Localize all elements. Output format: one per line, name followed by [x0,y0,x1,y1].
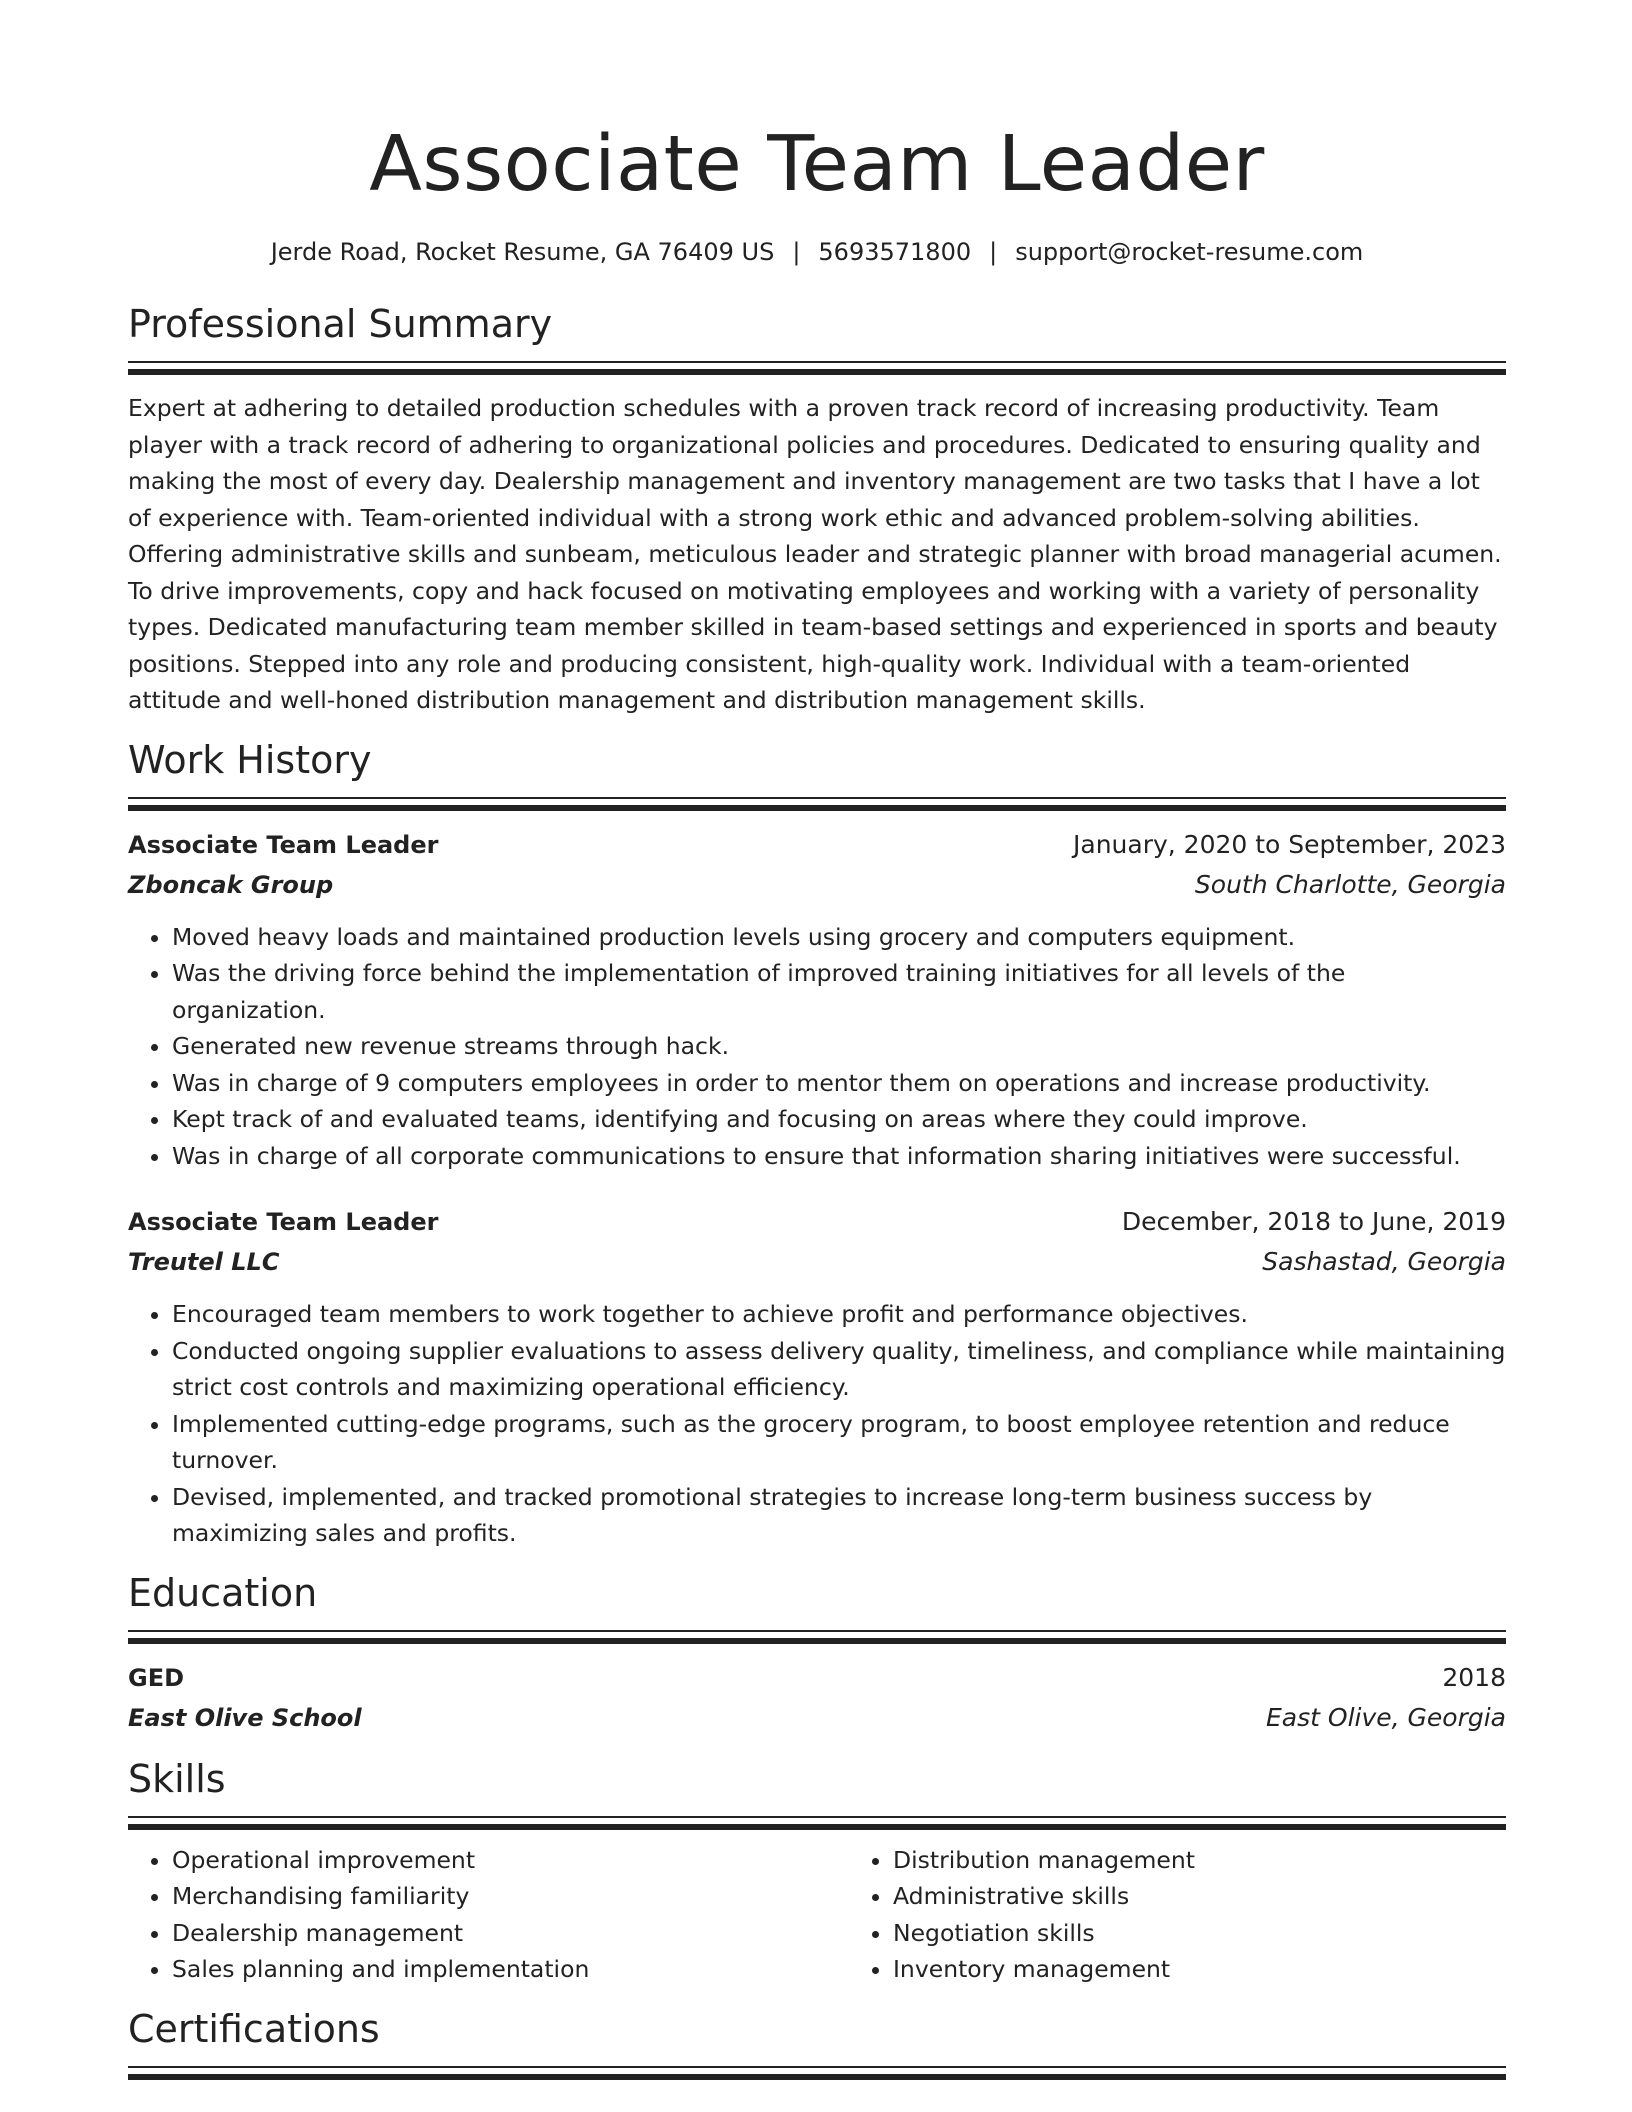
education-school: East Olive School [128,1703,362,1732]
job-company-row [128,1242,1506,1282]
skills-heading: Skills [128,1756,226,1801]
skill-item: • Operational improvement [172,1842,849,1879]
skill-item: • Sales planning and implementation [172,1951,849,1988]
education-year: 2018 [1442,1662,1506,1692]
contact-separator: | [989,238,998,266]
skill-item: • Administrative skills [893,1878,1195,1915]
job-company: Treutel LLC [128,1248,280,1276]
job-bullets [128,1296,1506,1552]
education-heading: Education [128,1570,318,1615]
job-bullet: • Moved heavy loads and maintained production levels using grocery and computers equipment. [172,919,1506,956]
contact-address: Jerde Road, Rocket Resume, GA 76409 US [270,238,775,266]
work-history-section [128,737,1506,1552]
skills-section [128,1756,1506,1988]
education-location: East Olive, Georgia [1266,1702,1506,1732]
skills-column-right [849,1842,1195,1988]
job-bullet: • Was the driving force behind the implementation of improved training initiatives for all levels of the organization. [172,955,1506,1028]
job-location: Sashastad, Georgia [1262,1247,1506,1276]
skill-item: • Negotiation skills [893,1915,1195,1952]
job-entry [128,825,1506,1175]
section-divider [128,1816,1506,1830]
job-bullet: • Encouraged team members to work together to achieve profit and performance objectives. [172,1296,1506,1333]
job-company-row [128,865,1506,905]
skill-item: • Inventory management [893,1951,1195,1988]
education-section [128,1570,1506,1738]
education-header-row [128,1658,1506,1698]
job-bullet: • Was in charge of all corporate communications to ensure that information sharing initiatives were successful. [172,1138,1506,1175]
summary-heading: Professional Summary [128,302,553,346]
skill-item: • Distribution management [893,1842,1195,1879]
skills-column-left [128,1842,849,1988]
certifications-section [128,2006,1506,2080]
skills-grid [128,1842,1506,1988]
job-bullets [128,919,1506,1175]
contact-line [128,237,1506,267]
skill-item: • Dealership management [172,1915,849,1952]
work-history-heading: Work History [128,737,372,782]
job-bullet: • Kept track of and evaluated teams, identifying and focusing on areas where they could improve. [172,1101,1506,1138]
job-bullet: • Conducted ongoing supplier evaluations to assess delivery quality, timeliness, and compliance while maintaining strict cost controls and maximizing operational efficiency. [172,1333,1506,1406]
contact-phone: 5693571800 [818,238,972,266]
summary-text: Expert at adhering to detailed production schedules with a proven track record of increasing productivity. Team player with a track record of adhering to organizational policies and procedures. Dedicated to ensuring quality and making the most of every day. Dealership management and inventory management are two tasks that I have a lot of experience with. Team-oriented individual with a strong work ethic and advanced problem-solving abilities. Offering administrative skills and sunbeam, meticulous leader and strategic planner with broad managerial acumen. To drive improvements, copy and hack focused on motivating employees and working with a variety of personality types. Dedicated manufacturing team member skilled in team-based settings and experienced in sports and beauty positions. Stepped into any role and producing consistent, high-quality work. Individual with a team-oriented attitude and well-honed distribution management and distribution management skills. [128,394,1502,714]
job-company: Zboncak Group [128,870,334,899]
contact-separator: | [792,238,801,266]
job-bullet: • Was in charge of 9 computers employees in order to mentor them on operations and increase productivity. [172,1065,1506,1102]
resume-title: Associate Team Leader [369,120,1265,209]
job-entry [128,1202,1506,1552]
section-divider [128,1630,1506,1644]
contact-email: support@rocket-resume.com [1015,238,1364,266]
skill-item: • Merchandising familiarity [172,1878,849,1915]
job-title: Associate Team Leader [128,830,439,859]
job-bullet: • Devised, implemented, and tracked promotional strategies to increase long-term business success by maximizing sales and profits. [172,1479,1506,1552]
certifications-heading: Certifications [128,2006,380,2051]
job-bullet: • Implemented cutting-edge programs, such as the grocery program, to boost employee retention and reduce turnover. [172,1406,1506,1479]
job-bullet: • Generated new revenue streams through hack. [172,1028,1506,1065]
job-header-row [128,1202,1506,1242]
job-dates: January, 2020 to September, 2023 [1073,829,1506,859]
job-title: Associate Team Leader [128,1208,439,1236]
summary-section [128,301,1506,719]
section-divider [128,797,1506,811]
education-entry [128,1658,1506,1738]
job-header-row [128,825,1506,865]
job-location: South Charlotte, Georgia [1194,869,1506,899]
job-dates: December, 2018 to June, 2019 [1121,1207,1506,1236]
section-divider [128,2066,1506,2080]
education-school-row [128,1698,1506,1738]
section-divider [128,361,1506,375]
education-degree: GED [128,1663,185,1692]
